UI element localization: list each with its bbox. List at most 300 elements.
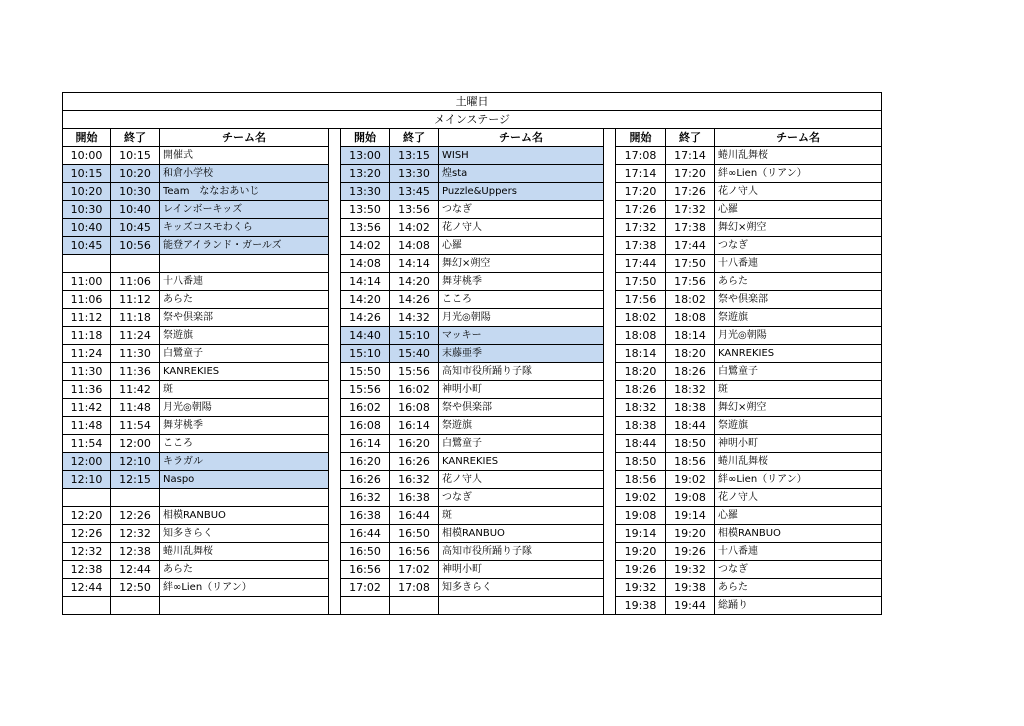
end-time: 12:15 <box>111 471 160 489</box>
team-name: KANREKIES <box>160 363 329 381</box>
team-name: 花ノ守人 <box>715 183 882 201</box>
block-gap <box>604 597 616 615</box>
team-name: こころ <box>160 435 329 453</box>
start-time: 16:02 <box>341 399 390 417</box>
block-gap <box>604 327 616 345</box>
team-name: 相模RANBUO <box>439 525 604 543</box>
end-time: 17:44 <box>666 237 715 255</box>
team-name: 花ノ守人 <box>439 471 604 489</box>
start-time: 12:20 <box>63 507 111 525</box>
team-name: 舞幻×朔空 <box>439 255 604 273</box>
start-time: 19:26 <box>616 561 666 579</box>
end-time: 16:44 <box>390 507 439 525</box>
end-time: 17:32 <box>666 201 715 219</box>
table-row <box>63 525 882 543</box>
end-time: 10:40 <box>111 201 160 219</box>
team-name: 祭遊旗 <box>715 309 882 327</box>
team-name: 末藤亜季 <box>439 345 604 363</box>
team-name: 白鷺童子 <box>160 345 329 363</box>
block-gap <box>604 363 616 381</box>
schedule-table <box>62 92 882 615</box>
end-time: 17:50 <box>666 255 715 273</box>
team-name: 舞芽桃季 <box>439 273 604 291</box>
team-name: 高知市役所踊り子隊 <box>439 543 604 561</box>
end-time: 13:30 <box>390 165 439 183</box>
team-name: 相模RANBUO <box>715 525 882 543</box>
table-row <box>63 597 882 615</box>
team-name: 祭遊旗 <box>439 417 604 435</box>
block-gap <box>329 525 341 543</box>
start-time: 17:26 <box>616 201 666 219</box>
start-time: 15:50 <box>341 363 390 381</box>
table-row <box>63 201 882 219</box>
team-name: あらた <box>715 273 882 291</box>
block-gap <box>604 435 616 453</box>
start-time: 19:14 <box>616 525 666 543</box>
table-row <box>63 273 882 291</box>
team-name: 十八番連 <box>160 273 329 291</box>
block-gap <box>329 183 341 201</box>
start-time: 18:26 <box>616 381 666 399</box>
block-gap <box>604 201 616 219</box>
team-name <box>160 489 329 507</box>
team-name: 知多きらく <box>160 525 329 543</box>
end-time: 16:56 <box>390 543 439 561</box>
team-name: 月光◎朝陽 <box>439 309 604 327</box>
team-name: つなぎ <box>439 489 604 507</box>
start-time: 11:24 <box>63 345 111 363</box>
start-time: 17:50 <box>616 273 666 291</box>
table-row <box>63 543 882 561</box>
end-time <box>390 597 439 615</box>
end-time: 16:50 <box>390 525 439 543</box>
start-time: 14:08 <box>341 255 390 273</box>
team-name: 高知市役所踊り子隊 <box>439 363 604 381</box>
col-end-header: 終了 <box>390 129 439 147</box>
start-time: 16:50 <box>341 543 390 561</box>
team-name: 月光◎朝陽 <box>160 399 329 417</box>
start-time: 18:14 <box>616 345 666 363</box>
block-gap <box>329 273 341 291</box>
team-name: マッキー <box>439 327 604 345</box>
table-row <box>63 453 882 471</box>
team-name: KANREKIES <box>715 345 882 363</box>
end-time: 12:50 <box>111 579 160 597</box>
end-time: 17:14 <box>666 147 715 165</box>
start-time: 17:08 <box>616 147 666 165</box>
block-gap <box>329 363 341 381</box>
col-team-header: チーム名 <box>160 129 329 147</box>
start-time: 11:06 <box>63 291 111 309</box>
team-name: 絆∞Lien（リアン） <box>160 579 329 597</box>
table-row <box>63 147 882 165</box>
start-time: 16:08 <box>341 417 390 435</box>
start-time: 17:56 <box>616 291 666 309</box>
end-time: 14:02 <box>390 219 439 237</box>
end-time: 12:38 <box>111 543 160 561</box>
end-time: 17:38 <box>666 219 715 237</box>
end-time: 16:32 <box>390 471 439 489</box>
table-row <box>63 399 882 417</box>
end-time: 15:40 <box>390 345 439 363</box>
team-name: 神明小町 <box>439 381 604 399</box>
block-gap <box>604 255 616 273</box>
team-name: 祭や倶楽部 <box>160 309 329 327</box>
team-name: 心羅 <box>715 507 882 525</box>
team-name: 相模RANBUO <box>160 507 329 525</box>
start-time: 13:20 <box>341 165 390 183</box>
block-gap <box>329 489 341 507</box>
block-gap <box>604 273 616 291</box>
start-time: 16:38 <box>341 507 390 525</box>
stage-title: メインステージ <box>63 111 882 129</box>
team-name: 蜷川乱舞桜 <box>715 147 882 165</box>
team-name: こころ <box>439 291 604 309</box>
start-time: 16:26 <box>341 471 390 489</box>
block-gap <box>329 201 341 219</box>
team-name: つなぎ <box>439 201 604 219</box>
end-time: 18:32 <box>666 381 715 399</box>
table-row <box>63 471 882 489</box>
start-time: 16:20 <box>341 453 390 471</box>
start-time: 13:30 <box>341 183 390 201</box>
end-time: 17:26 <box>666 183 715 201</box>
start-time: 15:10 <box>341 345 390 363</box>
start-time: 18:56 <box>616 471 666 489</box>
col-end-header: 終了 <box>666 129 715 147</box>
end-time: 11:30 <box>111 345 160 363</box>
team-name: あらた <box>715 579 882 597</box>
start-time: 18:20 <box>616 363 666 381</box>
start-time: 14:26 <box>341 309 390 327</box>
end-time: 18:26 <box>666 363 715 381</box>
end-time: 19:08 <box>666 489 715 507</box>
team-name <box>160 255 329 273</box>
team-name: 知多きらく <box>439 579 604 597</box>
block-gap <box>329 129 341 147</box>
end-time: 13:45 <box>390 183 439 201</box>
start-time: 16:14 <box>341 435 390 453</box>
team-name: あらた <box>160 291 329 309</box>
table-row <box>63 435 882 453</box>
end-time: 18:56 <box>666 453 715 471</box>
end-time <box>111 255 160 273</box>
end-time: 15:56 <box>390 363 439 381</box>
team-name: 祭遊旗 <box>160 327 329 345</box>
end-time: 11:06 <box>111 273 160 291</box>
start-time: 10:20 <box>63 183 111 201</box>
end-time: 19:38 <box>666 579 715 597</box>
end-time: 12:26 <box>111 507 160 525</box>
start-time: 13:50 <box>341 201 390 219</box>
block-gap <box>604 471 616 489</box>
team-name: 祭や倶楽部 <box>715 291 882 309</box>
start-time <box>341 597 390 615</box>
team-name: 総踊り <box>715 597 882 615</box>
team-name: 心羅 <box>715 201 882 219</box>
block-gap <box>329 219 341 237</box>
team-name: WISH <box>439 147 604 165</box>
team-name: レインボーキッズ <box>160 201 329 219</box>
end-time: 11:48 <box>111 399 160 417</box>
table-row <box>63 327 882 345</box>
end-time: 19:02 <box>666 471 715 489</box>
block-gap <box>604 453 616 471</box>
table-row <box>63 363 882 381</box>
block-gap <box>604 219 616 237</box>
table-row <box>63 291 882 309</box>
end-time: 14:14 <box>390 255 439 273</box>
end-time: 11:54 <box>111 417 160 435</box>
start-time: 11:30 <box>63 363 111 381</box>
end-time: 14:26 <box>390 291 439 309</box>
end-time: 19:32 <box>666 561 715 579</box>
end-time: 13:15 <box>390 147 439 165</box>
team-name: キッズコスモわくら <box>160 219 329 237</box>
schedule-sheet <box>62 92 881 615</box>
block-gap <box>604 237 616 255</box>
end-time: 19:44 <box>666 597 715 615</box>
team-name: 花ノ守人 <box>439 219 604 237</box>
block-gap <box>329 237 341 255</box>
team-name: 絆∞Lien（リアン） <box>715 471 882 489</box>
start-time: 11:36 <box>63 381 111 399</box>
end-time: 12:10 <box>111 453 160 471</box>
end-time: 11:18 <box>111 309 160 327</box>
col-start-header: 開始 <box>63 129 111 147</box>
team-name: 祭遊旗 <box>715 417 882 435</box>
team-name: 和倉小学校 <box>160 165 329 183</box>
start-time: 18:02 <box>616 309 666 327</box>
table-row <box>63 309 882 327</box>
start-time: 12:26 <box>63 525 111 543</box>
table-row <box>63 489 882 507</box>
start-time: 17:32 <box>616 219 666 237</box>
team-name: 十八番連 <box>715 255 882 273</box>
team-name: 斑 <box>160 381 329 399</box>
team-name: KANREKIES <box>439 453 604 471</box>
start-time: 19:20 <box>616 543 666 561</box>
block-gap <box>329 399 341 417</box>
team-name: Puzzle&Uppers <box>439 183 604 201</box>
team-name: 心羅 <box>439 237 604 255</box>
start-time: 17:20 <box>616 183 666 201</box>
start-time: 11:42 <box>63 399 111 417</box>
team-name: 舞幻×朔空 <box>715 399 882 417</box>
start-time: 12:00 <box>63 453 111 471</box>
team-name: 開催式 <box>160 147 329 165</box>
start-time: 11:00 <box>63 273 111 291</box>
end-time: 18:50 <box>666 435 715 453</box>
end-time: 17:56 <box>666 273 715 291</box>
start-time: 19:08 <box>616 507 666 525</box>
end-time: 10:30 <box>111 183 160 201</box>
block-gap <box>329 327 341 345</box>
start-time: 11:12 <box>63 309 111 327</box>
start-time: 11:18 <box>63 327 111 345</box>
end-time: 10:15 <box>111 147 160 165</box>
team-name: 月光◎朝陽 <box>715 327 882 345</box>
start-time: 12:10 <box>63 471 111 489</box>
block-gap <box>329 165 341 183</box>
end-time: 12:44 <box>111 561 160 579</box>
start-time: 17:44 <box>616 255 666 273</box>
start-time: 10:00 <box>63 147 111 165</box>
end-time: 18:14 <box>666 327 715 345</box>
end-time: 12:00 <box>111 435 160 453</box>
start-time: 12:32 <box>63 543 111 561</box>
table-row <box>63 219 882 237</box>
block-gap <box>329 453 341 471</box>
team-name: あらた <box>160 561 329 579</box>
table-row <box>63 507 882 525</box>
start-time: 10:45 <box>63 237 111 255</box>
start-time <box>63 597 111 615</box>
start-time: 18:44 <box>616 435 666 453</box>
block-gap <box>604 525 616 543</box>
end-time: 16:26 <box>390 453 439 471</box>
block-gap <box>604 291 616 309</box>
block-gap <box>604 507 616 525</box>
start-time: 14:20 <box>341 291 390 309</box>
table-row <box>63 381 882 399</box>
block-gap <box>604 309 616 327</box>
table-row <box>63 417 882 435</box>
end-time: 16:14 <box>390 417 439 435</box>
start-time <box>63 489 111 507</box>
table-row <box>63 579 882 597</box>
end-time: 13:56 <box>390 201 439 219</box>
block-gap <box>604 345 616 363</box>
block-gap <box>604 381 616 399</box>
block-gap <box>604 579 616 597</box>
start-time: 16:56 <box>341 561 390 579</box>
end-time: 11:42 <box>111 381 160 399</box>
block-gap <box>329 255 341 273</box>
table-row <box>63 345 882 363</box>
end-time: 10:20 <box>111 165 160 183</box>
block-gap <box>329 579 341 597</box>
day-title: 土曜日 <box>63 93 882 111</box>
start-time: 10:30 <box>63 201 111 219</box>
start-time: 13:56 <box>341 219 390 237</box>
block-gap <box>604 417 616 435</box>
start-time: 18:08 <box>616 327 666 345</box>
team-name: 斑 <box>439 507 604 525</box>
team-name: 十八番連 <box>715 543 882 561</box>
start-time: 12:44 <box>63 579 111 597</box>
block-gap <box>329 507 341 525</box>
end-time <box>111 489 160 507</box>
block-gap <box>329 435 341 453</box>
end-time: 14:08 <box>390 237 439 255</box>
block-gap <box>329 543 341 561</box>
block-gap <box>329 309 341 327</box>
block-gap <box>604 129 616 147</box>
end-time: 11:36 <box>111 363 160 381</box>
end-time: 14:20 <box>390 273 439 291</box>
start-time: 19:38 <box>616 597 666 615</box>
end-time: 15:10 <box>390 327 439 345</box>
table-row <box>63 165 882 183</box>
block-gap <box>329 291 341 309</box>
start-time: 16:44 <box>341 525 390 543</box>
block-gap <box>604 147 616 165</box>
start-time: 10:15 <box>63 165 111 183</box>
end-time: 17:20 <box>666 165 715 183</box>
col-team-header: チーム名 <box>715 129 882 147</box>
team-name: 白鷺童子 <box>715 363 882 381</box>
start-time: 18:38 <box>616 417 666 435</box>
column-header-row <box>63 129 882 147</box>
end-time: 17:02 <box>390 561 439 579</box>
team-name <box>439 597 604 615</box>
col-start-header: 開始 <box>341 129 390 147</box>
table-row <box>63 255 882 273</box>
start-time: 14:14 <box>341 273 390 291</box>
team-name: 舞芽桃季 <box>160 417 329 435</box>
end-time: 19:20 <box>666 525 715 543</box>
team-name: Team ななおあいじ <box>160 183 329 201</box>
start-time: 11:48 <box>63 417 111 435</box>
table-row <box>63 183 882 201</box>
start-time: 13:00 <box>341 147 390 165</box>
table-row <box>63 237 882 255</box>
block-gap <box>604 183 616 201</box>
end-time: 11:24 <box>111 327 160 345</box>
table-row <box>63 561 882 579</box>
start-time <box>63 255 111 273</box>
start-time: 10:40 <box>63 219 111 237</box>
block-gap <box>329 417 341 435</box>
end-time: 19:26 <box>666 543 715 561</box>
start-time: 16:32 <box>341 489 390 507</box>
start-time: 19:02 <box>616 489 666 507</box>
team-name <box>160 597 329 615</box>
start-time: 17:38 <box>616 237 666 255</box>
block-gap <box>604 543 616 561</box>
end-time: 18:38 <box>666 399 715 417</box>
team-name: 斑 <box>715 381 882 399</box>
block-gap <box>604 399 616 417</box>
end-time: 10:56 <box>111 237 160 255</box>
team-name: 蜷川乱舞桜 <box>160 543 329 561</box>
end-time: 11:12 <box>111 291 160 309</box>
team-name: キラガル <box>160 453 329 471</box>
team-name: 花ノ守人 <box>715 489 882 507</box>
end-time: 16:20 <box>390 435 439 453</box>
end-time: 16:02 <box>390 381 439 399</box>
team-name: 白鷺童子 <box>439 435 604 453</box>
start-time: 17:02 <box>341 579 390 597</box>
end-time: 16:08 <box>390 399 439 417</box>
block-gap <box>329 345 341 363</box>
team-name: 蜷川乱舞桜 <box>715 453 882 471</box>
start-time: 18:50 <box>616 453 666 471</box>
start-time: 14:40 <box>341 327 390 345</box>
block-gap <box>329 597 341 615</box>
block-gap <box>329 381 341 399</box>
end-time <box>111 597 160 615</box>
team-name: 神明小町 <box>715 435 882 453</box>
end-time: 12:32 <box>111 525 160 543</box>
col-end-header: 終了 <box>111 129 160 147</box>
team-name: 絆∞Lien（リアン） <box>715 165 882 183</box>
block-gap <box>604 489 616 507</box>
team-name: 神明小町 <box>439 561 604 579</box>
end-time: 10:45 <box>111 219 160 237</box>
start-time: 14:02 <box>341 237 390 255</box>
